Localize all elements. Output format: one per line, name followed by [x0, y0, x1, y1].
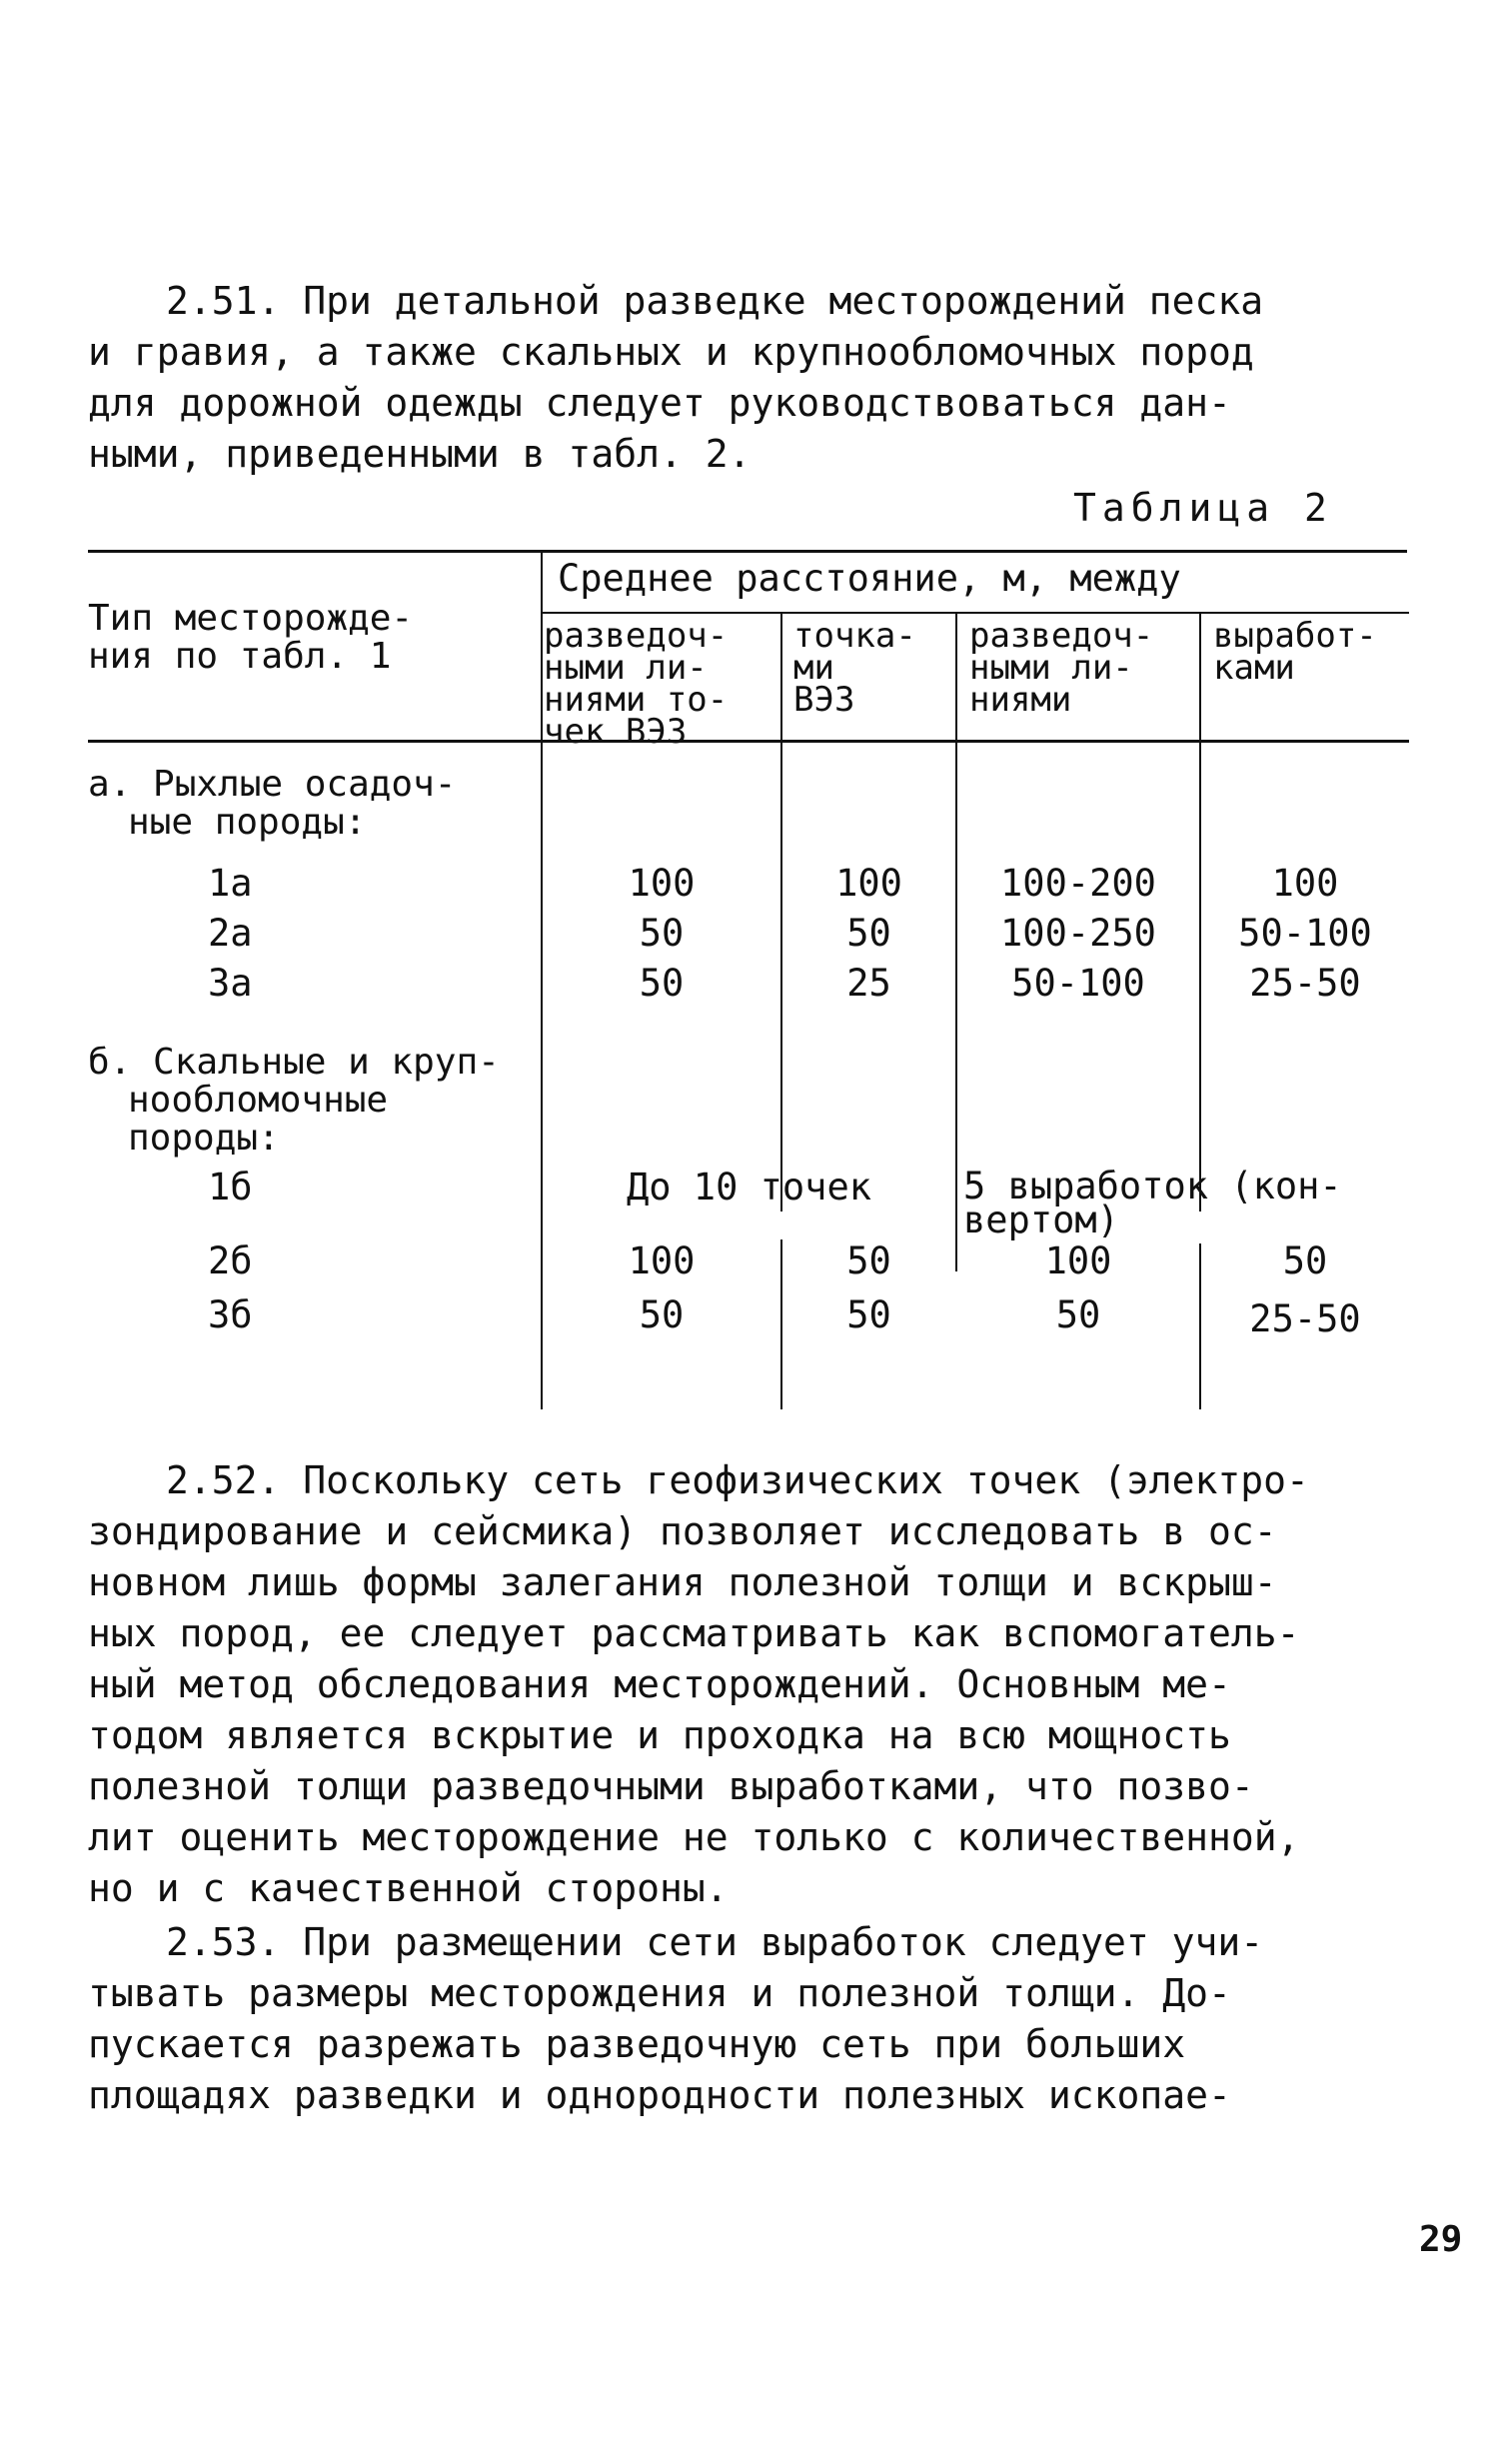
table-cell: 50 — [846, 1293, 891, 1336]
column-header-2 — [793, 616, 916, 720]
table-cell: 100-200 — [1000, 862, 1156, 905]
table-top-rule — [88, 550, 1407, 553]
paragraph-2-53 — [88, 1917, 1417, 2121]
text-line: но и с качественной стороны. — [88, 1866, 729, 1910]
table-caption: Таблица 2 — [1073, 486, 1333, 530]
text-line: 2.51. При детальной разведке месторождений песка — [166, 279, 1264, 323]
section-line: породы: — [128, 1118, 280, 1159]
section-line: б. Скальные и круп- — [88, 1042, 500, 1083]
row-type: 1б — [208, 1166, 253, 1209]
column-header-4 — [1213, 616, 1377, 688]
text-line: ными, приведенными в табл. 2. — [88, 432, 752, 476]
header-line: Тип месторожде- — [88, 598, 414, 639]
header-line: ниями — [969, 680, 1072, 720]
row-type: 2а — [208, 912, 253, 955]
group-header-rule — [541, 612, 1409, 614]
header-line: точка- — [793, 616, 916, 656]
table-cell: 100 — [628, 862, 696, 905]
text-line: пускается разрежать разведочную сеть при больших — [88, 2022, 1186, 2066]
text-line: лит оценить месторождение не только с количественной, — [88, 1815, 1300, 1859]
table-cell: 100-250 — [1000, 912, 1156, 955]
merged-cell: До 10 точек — [626, 1166, 872, 1209]
section-b-label — [88, 1044, 500, 1158]
header-line: ВЭЗ — [793, 680, 855, 720]
section-line: ные породы: — [128, 802, 367, 843]
paragraph-2-52 — [88, 1455, 1417, 1914]
header-line: разведоч- — [969, 616, 1154, 656]
table-cell: 100 — [1044, 1239, 1112, 1282]
text-line: 2.52. Поскольку сеть геофизических точек (электро- — [166, 1458, 1309, 1502]
table-cell: 25 — [846, 962, 891, 1005]
table-cell: 50 — [639, 1293, 685, 1336]
text-line: новном лишь формы залегания полезной толщи и вскрыш- — [88, 1560, 1277, 1604]
text-line: площадях разведки и однородности полезных ископае- — [88, 2073, 1231, 2117]
table-cell: 25-50 — [1249, 1297, 1361, 1340]
row-type: 2б — [208, 1239, 253, 1282]
row-type: 3б — [208, 1293, 253, 1336]
table-cell: 50-100 — [1238, 912, 1372, 955]
text-line: тывать размеры месторождения и полезной толщи. До- — [88, 1971, 1231, 2015]
table-cell: 50 — [639, 912, 685, 955]
table-cell: 50 — [1282, 1239, 1328, 1282]
table-cell: 50-100 — [1011, 962, 1145, 1005]
type-column-header — [88, 600, 413, 676]
header-line: ния по табл. 1 — [88, 636, 392, 677]
table-cell: 100 — [835, 862, 902, 905]
text-line: ный метод обследования месторождений. Основным ме- — [88, 1662, 1231, 1706]
text-line: ных пород, ее следует рассматривать как вспомогатель- — [88, 1611, 1300, 1655]
page-number: 29 — [1419, 2219, 1463, 2260]
text-line: тодом является вскрытие и проходка на всю мощность — [88, 1713, 1231, 1757]
header-bottom-rule — [88, 740, 1409, 743]
section-a-label — [88, 766, 456, 842]
paragraph-2-51 — [88, 276, 1417, 480]
table-cell: 50 — [846, 1239, 891, 1282]
header-line: разведоч- — [544, 616, 729, 656]
cell-line: 5 выработок (кон- — [963, 1165, 1342, 1208]
table-cell: 50 — [846, 912, 891, 955]
table-cell: 100 — [1271, 862, 1339, 905]
table-cell: 25-50 — [1249, 962, 1361, 1005]
header-line: ками — [1213, 648, 1295, 688]
text-line: зондирование и сейсмика) позволяет исследовать в ос- — [88, 1509, 1277, 1553]
header-line: ми — [793, 648, 834, 688]
merged-cell — [963, 1165, 1342, 1241]
cell-line: вертом) — [963, 1199, 1119, 1241]
text-line: полезной толщи разведочными выработками, что позво- — [88, 1764, 1254, 1808]
column-header-1 — [544, 616, 729, 752]
header-line: ными ли- — [969, 648, 1133, 688]
section-line: нообломочные — [128, 1080, 389, 1121]
column-header-3 — [969, 616, 1154, 720]
row-type: 1а — [208, 862, 253, 905]
header-line: чек ВЭЗ — [544, 712, 688, 752]
header-line: ниями то- — [544, 680, 729, 720]
text-line: для дорожной одежды следует руководствоваться дан- — [88, 381, 1231, 425]
header-line: выработ- — [1213, 616, 1377, 656]
row-type: 3а — [208, 962, 253, 1005]
table-cell: 100 — [628, 1239, 696, 1282]
section-line: а. Рыхлые осадоч- — [88, 764, 457, 805]
text-line: 2.53. При размещении сети выработок следует учи- — [166, 1920, 1264, 1964]
table-cell: 50 — [1055, 1293, 1101, 1336]
header-line: ными ли- — [544, 648, 708, 688]
text-line: и гравия, а также скальных и крупнообломочных пород — [88, 330, 1254, 374]
data-table — [88, 550, 1409, 1409]
group-header: Среднее расстояние, м, между — [558, 557, 1181, 600]
table-cell: 50 — [639, 962, 685, 1005]
